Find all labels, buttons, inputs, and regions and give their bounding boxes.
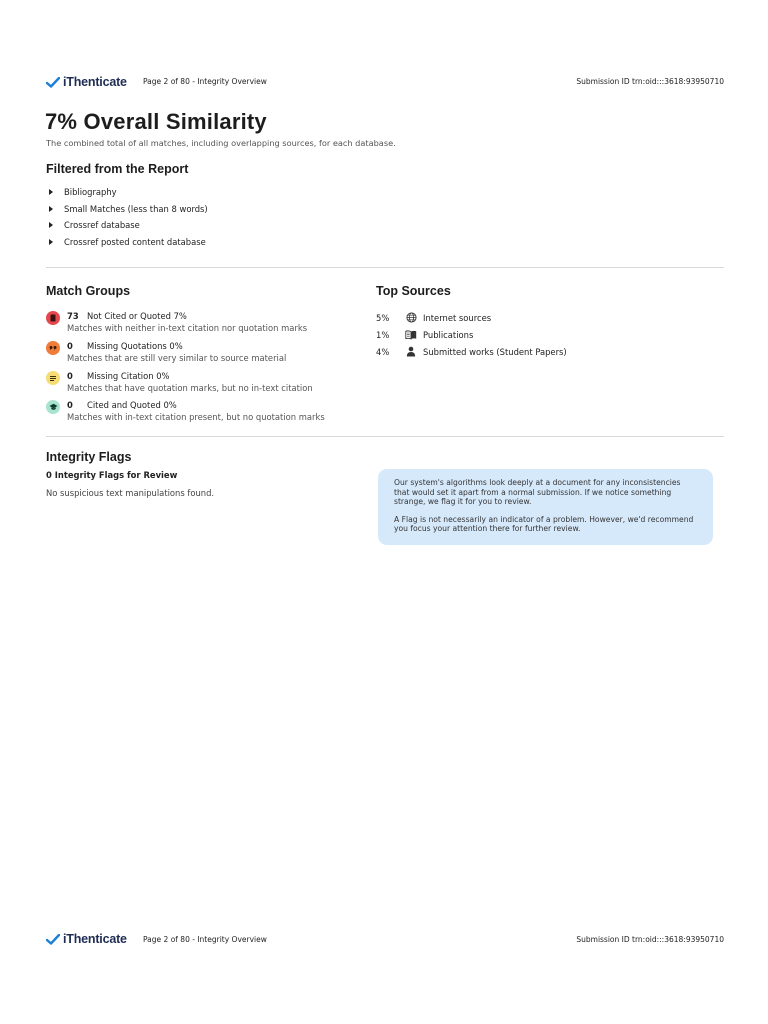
top-sources-heading: Top Sources xyxy=(376,284,451,298)
source-label: Publications xyxy=(423,329,474,340)
quote-icon xyxy=(46,341,60,355)
brand-name: iThenticate xyxy=(63,75,127,89)
footer-page-info: Page 2 of 80 - Integrity Overview xyxy=(143,935,267,944)
source-pct: 5% xyxy=(376,312,390,323)
caret-right-icon xyxy=(49,222,53,228)
page-title: 7% Overall Similarity xyxy=(45,109,267,134)
source-pct: 1% xyxy=(376,329,390,340)
filtered-heading: Filtered from the Report xyxy=(46,162,189,176)
filtered-list xyxy=(46,184,208,250)
source-pct: 4% xyxy=(376,346,390,357)
match-count: 0 xyxy=(67,371,73,381)
filtered-item[interactable] xyxy=(46,217,208,234)
match-desc: Matches with in-text citation present, but no quotation marks xyxy=(67,412,325,422)
match-count: 0 xyxy=(67,341,73,351)
caret-right-icon xyxy=(49,189,53,195)
match-label: Cited and Quoted 0% xyxy=(87,400,177,410)
match-desc: Matches with neither in-text citation nor quotation marks xyxy=(67,323,308,333)
lines-icon xyxy=(46,371,60,385)
match-desc: Matches that are still very similar to source material xyxy=(67,353,287,363)
match-label: Missing Citation 0% xyxy=(87,371,170,381)
integrity-flags-heading: Integrity Flags xyxy=(46,450,132,464)
overview-subtitle: The combined total of all matches, including overlapping sources, for each database. xyxy=(46,138,396,148)
source-internet[interactable] xyxy=(376,309,567,326)
match-group-cited-quoted[interactable] xyxy=(46,400,325,423)
filtered-item[interactable] xyxy=(46,201,208,218)
document-icon xyxy=(46,311,60,325)
match-groups-heading: Match Groups xyxy=(46,284,131,298)
brand-name: iThenticate xyxy=(63,932,127,946)
source-label: Internet sources xyxy=(423,312,492,323)
divider xyxy=(46,267,724,268)
ithenticate-logo xyxy=(46,932,127,946)
match-desc: Matches that have quotation marks, but no in-text citation xyxy=(67,383,313,393)
caret-right-icon xyxy=(49,239,53,245)
top-sources-list xyxy=(376,309,567,360)
integrity-flags-count: 0 Integrity Flags for Review xyxy=(46,470,178,480)
checkmark-icon xyxy=(46,934,60,945)
info-paragraph: Our system's algorithms look deeply at a document for any inconsistencies that would set it apart from a normal submission. If we notice something strange, we flag it for you to review. xyxy=(394,478,681,507)
match-label: Not Cited or Quoted 7% xyxy=(87,311,187,321)
source-submitted-works[interactable] xyxy=(376,343,567,360)
match-group-missing-quotations[interactable] xyxy=(46,341,286,364)
checkmark-icon xyxy=(46,77,60,88)
source-publications[interactable] xyxy=(376,326,567,343)
filtered-item-label: Bibliography xyxy=(64,187,117,198)
info-paragraph: A Flag is not necessarily an indicator of a problem. However, we'd recommend you focus your attention there for further review. xyxy=(394,514,694,534)
match-group-missing-citation[interactable] xyxy=(46,371,313,394)
filtered-item-label: Crossref database xyxy=(64,220,140,231)
footer-submission-id: Submission ID trn:oid:::3618:93950710 xyxy=(576,935,724,944)
filtered-item[interactable] xyxy=(46,234,208,251)
match-group-not-cited[interactable] xyxy=(46,311,307,334)
match-count: 0 xyxy=(67,400,73,410)
integrity-flags-none: No suspicious text manipulations found. xyxy=(46,488,215,498)
header-submission-id: Submission ID trn:oid:::3618:93950710 xyxy=(576,77,724,86)
filtered-item-label: Crossref posted content database xyxy=(64,237,206,248)
filtered-item-label: Small Matches (less than 8 words) xyxy=(64,203,208,214)
source-label: Submitted works (Student Papers) xyxy=(423,346,567,357)
graduation-cap-icon xyxy=(46,400,60,414)
divider xyxy=(46,436,724,437)
match-label: Missing Quotations 0% xyxy=(87,341,183,351)
integrity-info-box xyxy=(378,469,713,545)
match-count: 73 xyxy=(67,311,79,321)
caret-right-icon xyxy=(49,206,53,212)
header-page-info: Page 2 of 80 - Integrity Overview xyxy=(143,77,267,86)
person-icon xyxy=(405,346,417,358)
ithenticate-logo xyxy=(46,75,127,89)
book-icon xyxy=(405,329,417,341)
globe-icon xyxy=(405,312,417,324)
filtered-item[interactable] xyxy=(46,184,208,201)
